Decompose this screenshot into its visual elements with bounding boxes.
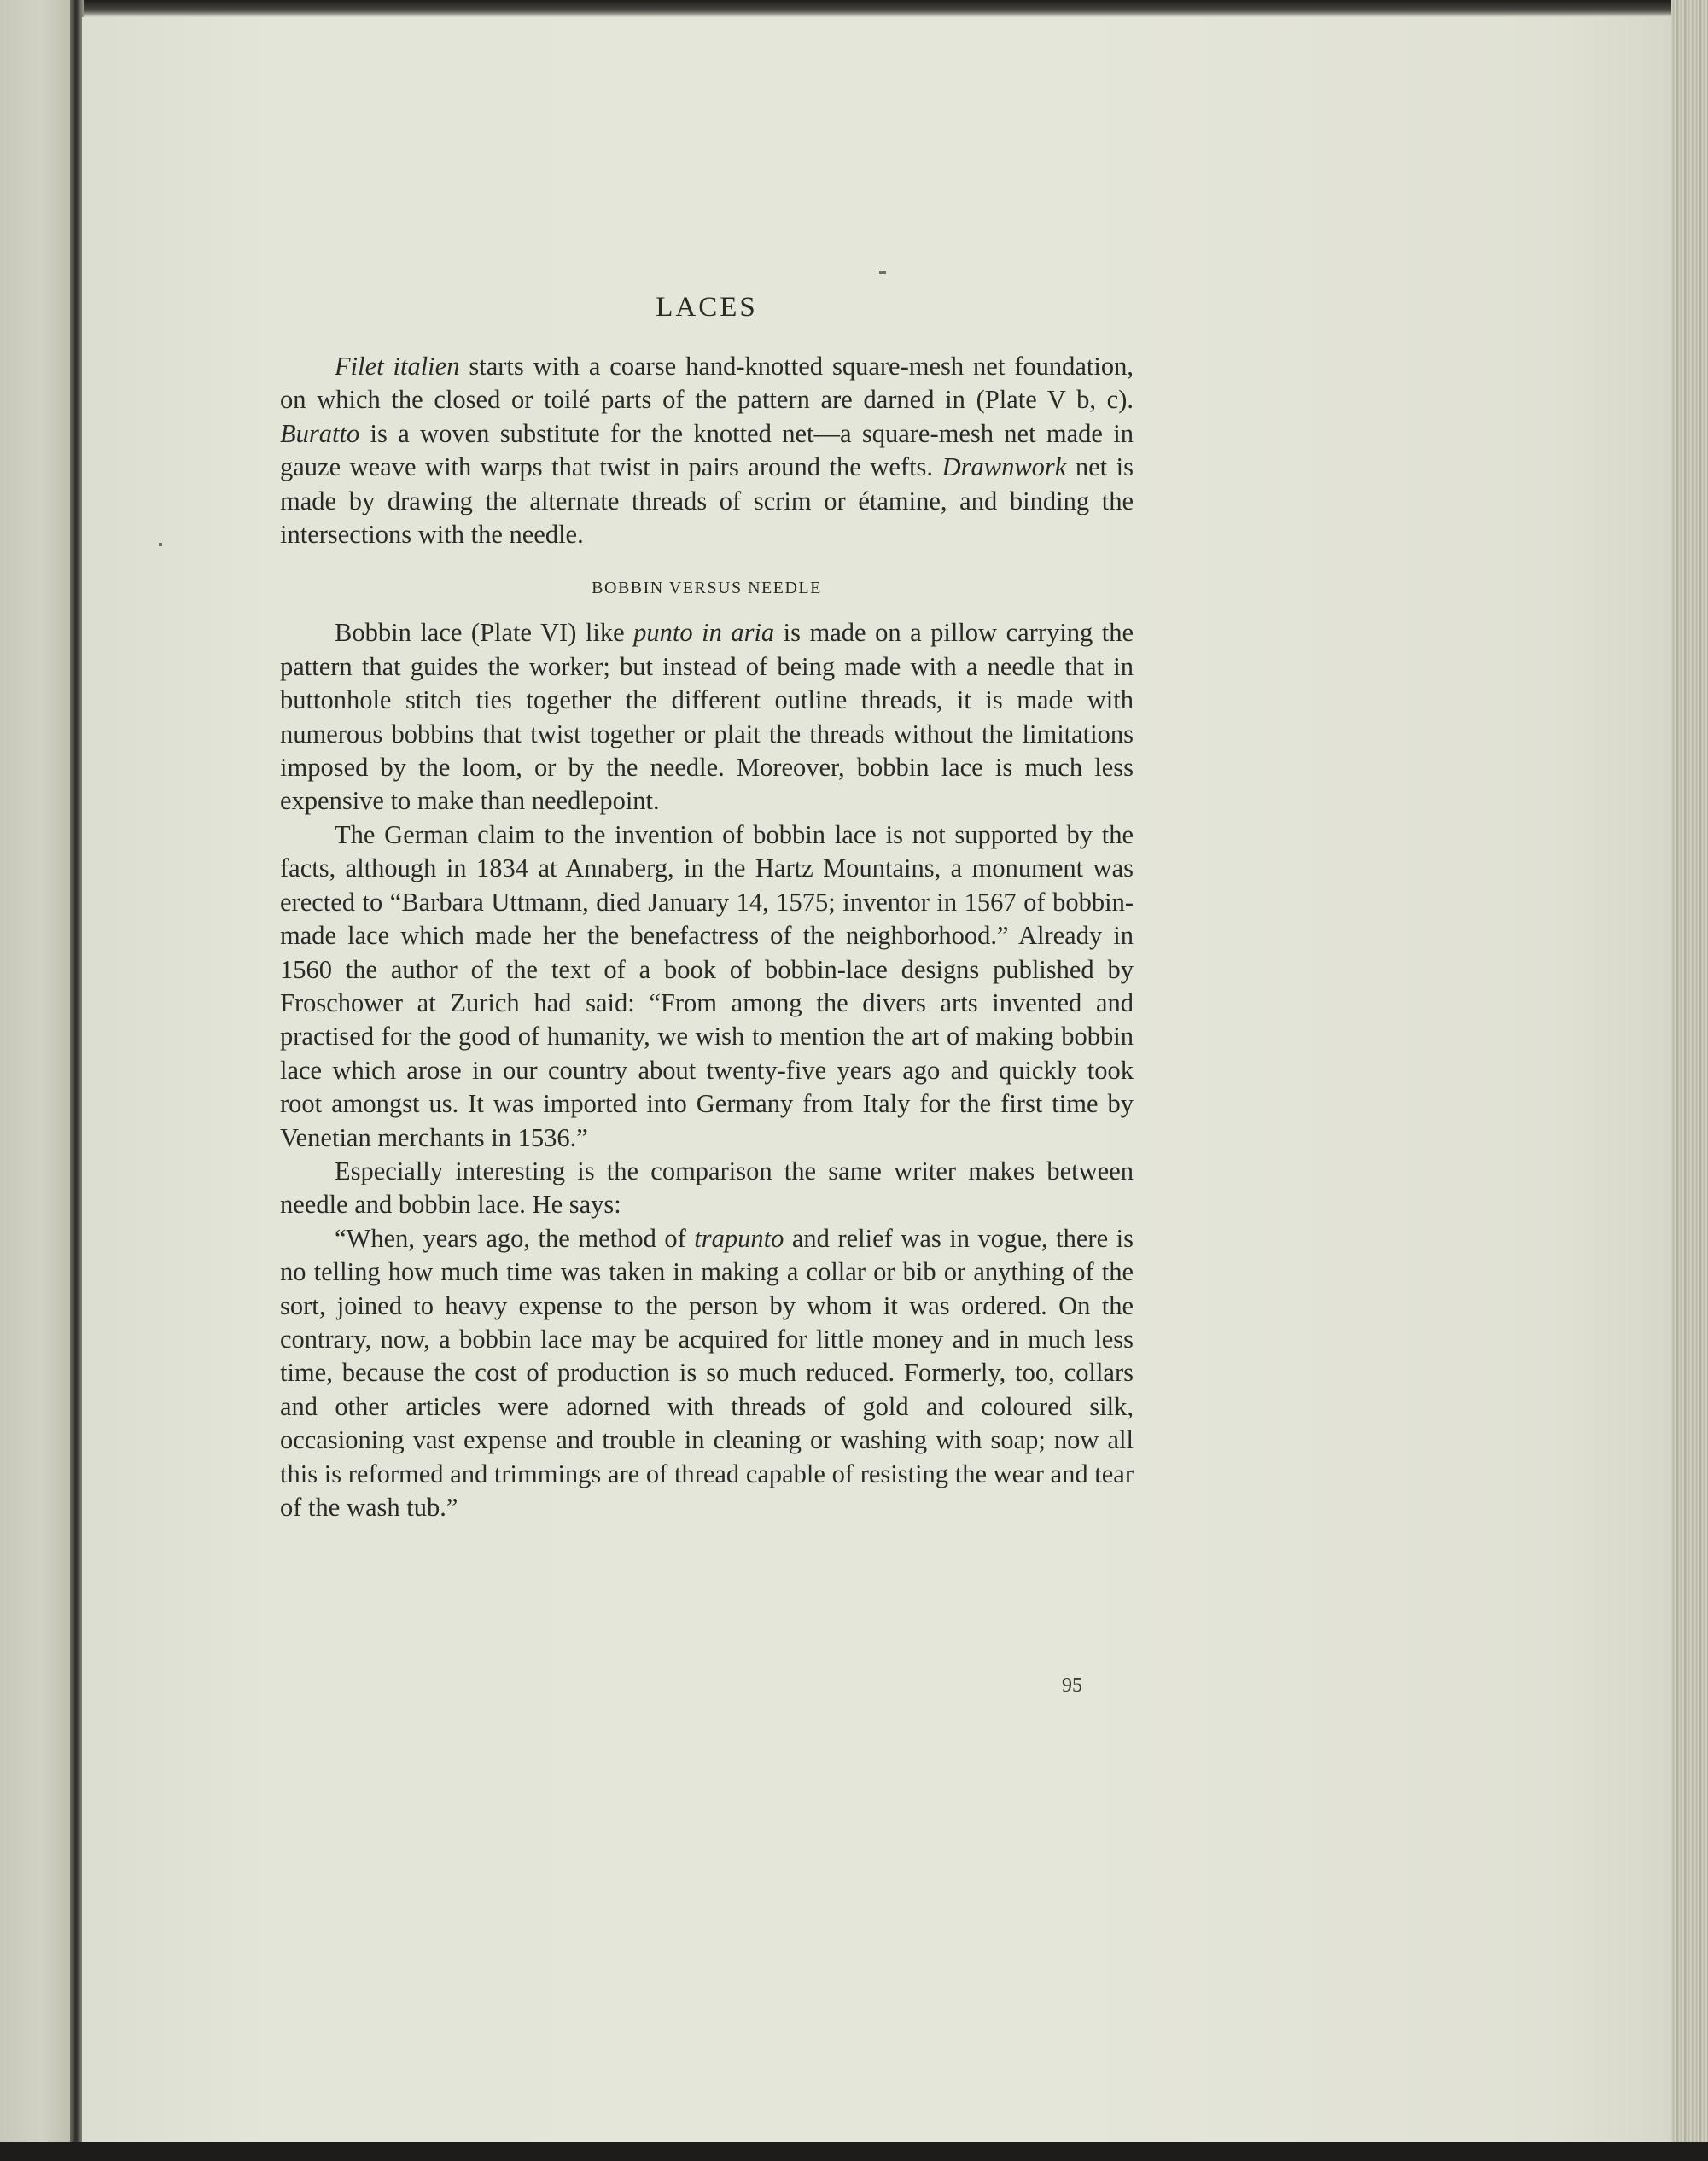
body-paragraphs (280, 616, 1134, 1524)
paragraph (280, 818, 1134, 1155)
italic-term: Filet italien (335, 352, 460, 381)
text-run: and relief was in vogue, there is no telling how much time was taken in making a collar or bib or anything of the sort, joined to heavy expense to the person by whom it was ordered. On the contrary, now, a bobbin lace may be acquired for little money and in much less time, because the cost of production is so much reduced. Formerly, too, collars and other articles were adorned with threads of gold and coloured silk, occasioning vast expense and trouble in cleaning or washing with soap; now all this is reformed and trimmings are of thread capable of resisting the wear and tear of the wash tub.” (280, 1223, 1134, 1522)
print-speck (879, 271, 886, 274)
scan-bottom-edge (0, 2142, 1708, 2161)
page-number: 95 (1062, 1675, 1082, 1697)
paragraph (280, 1222, 1134, 1525)
running-head: LACES (656, 292, 758, 323)
text-run: “When, years ago, the method of (335, 1223, 695, 1253)
text-run: is a woven substitute for the knotted net—a square-mesh net made in gauze weave with warps that twist in pairs around the wefts. (280, 418, 1134, 482)
text-run: net is made by drawing the alternate threads of scrim or étamine, and binding the intersections with the needle. (280, 452, 1134, 550)
text-run: starts with a coarse hand-knotted square-mesh net foundation, on which the closed or toilé parts of the pattern are darned in (Plate V b, c). (280, 352, 1134, 415)
paragraph (280, 350, 1134, 551)
page-stack-edge (1671, 0, 1708, 2161)
section-heading: BOBBIN VERSUS NEEDLE (592, 579, 822, 598)
facing-page-edge (0, 0, 75, 2161)
page-text-block (280, 290, 1134, 1524)
print-speck (159, 543, 162, 546)
scan-top-edge (0, 0, 1708, 17)
intro-paragraphs (280, 350, 1134, 551)
italic-term: punto in aria (633, 618, 775, 648)
paragraph (280, 616, 1134, 818)
text-run: The German claim to the invention of bobbin lace is not supported by the facts, although in 1834 at Annaberg, in the Hartz Mountains, a monument was erected to “Barbara Uttmann, died January 14, 1575; inventor in 1567 of bobbin-made lace which made her the benefactress of the neighborhood.” Already in 1560 the author of the text of a book of bobbin-lace designs published by Froschower at Zurich had said: “From among the divers arts invented and practised for the good of humanity, we wish to mention the art of making bobbin lace which arose in our country about twenty-five years ago and quickly took root amongst us. It was imported into Germany from Italy for the first time by Venetian merchants in 1536.” (280, 819, 1134, 1152)
italic-term: Buratto (280, 418, 360, 448)
text-run: Especially interesting is the comparison the same writer makes between needle and bobbin lace. He says: (280, 1156, 1134, 1220)
text-run: Bobbin lace (Plate VI) like (335, 618, 634, 648)
text-run: is made on a pillow carrying the pattern that guides the worker; but instead of being made with a needle that in buttonhole stitch ties together the different outline threads, it is made with numerous bobbins that twist together or plait the threads without the limitations imposed by the loom, or by the needle. Moreover, bobbin lace is much less expensive to make than needlepoint. (280, 618, 1134, 816)
italic-term: trapunto (694, 1223, 784, 1253)
italic-term: Drawnwork (941, 452, 1067, 482)
paragraph (280, 1155, 1134, 1222)
